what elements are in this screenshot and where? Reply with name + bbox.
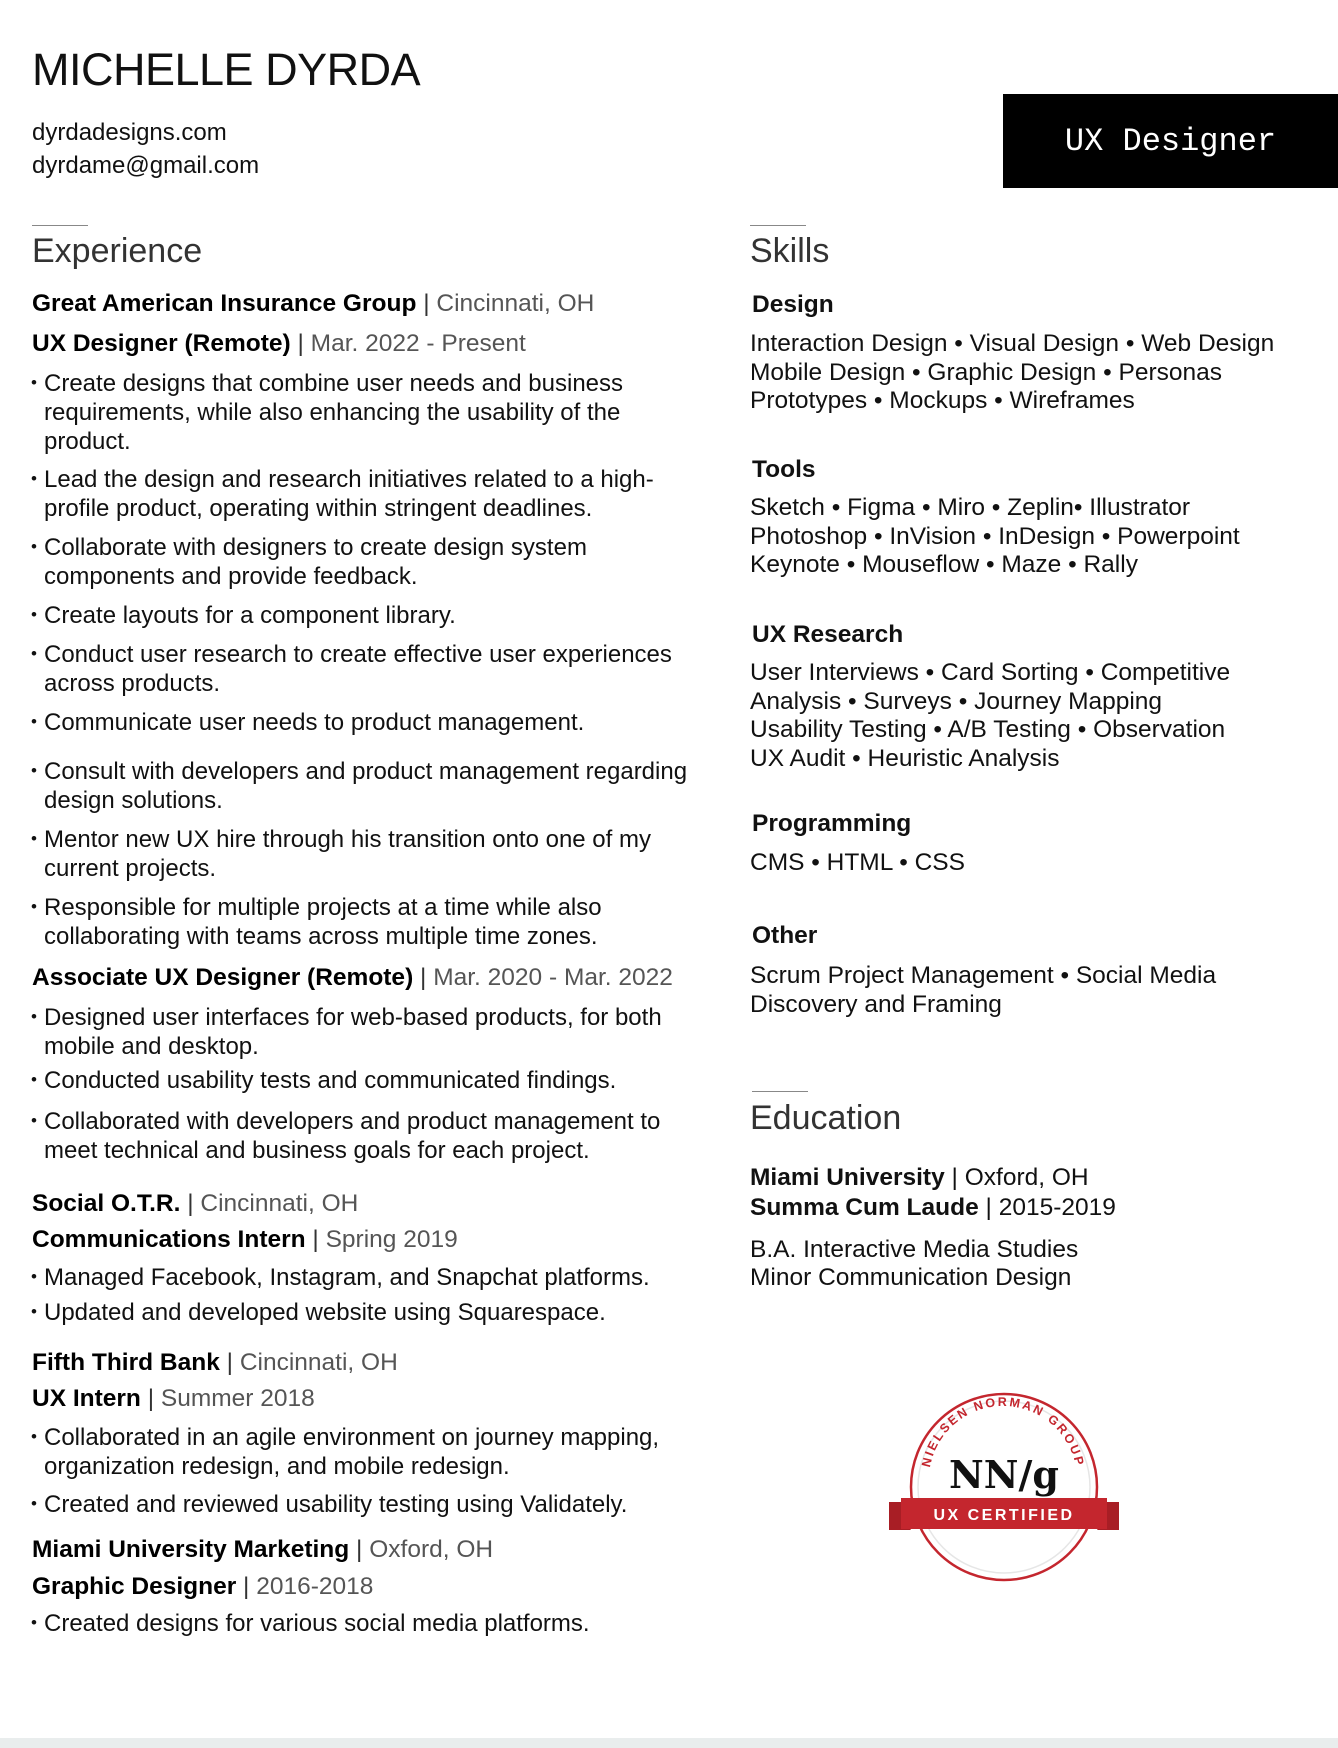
job-title-badge: UX Designer bbox=[1003, 94, 1338, 188]
skill-line: Discovery and Framing bbox=[750, 990, 1002, 1018]
role-dates: Summer 2018 bbox=[160, 1385, 315, 1412]
education-school-line: Miami University | Oxford, OH bbox=[750, 1164, 1089, 1191]
skill-group-heading: Tools bbox=[752, 456, 816, 483]
skill-line: Mobile Design • Graphic Design • Personas bbox=[750, 358, 1222, 386]
employer-line bbox=[32, 1536, 493, 1564]
minor: Minor Communication Design bbox=[750, 1264, 1072, 1291]
skill-group-heading: UX Research bbox=[752, 621, 904, 648]
badge-arc-text: NIELSEN NORMAN GROUP bbox=[919, 1394, 1087, 1469]
skill-line: Keynote • Mouseflow • Maze • Rally bbox=[750, 551, 1138, 578]
experience-list bbox=[32, 0, 712, 1738]
skills-list bbox=[750, 0, 1338, 1100]
skill-line: Scrum Project Management • Social Media bbox=[750, 962, 1217, 989]
employer-name: Great American Insurance Group bbox=[32, 290, 417, 317]
skill-group-list bbox=[750, 849, 1338, 878]
skill-group-list bbox=[750, 962, 1338, 1019]
role-title: UX Intern bbox=[32, 1385, 141, 1412]
ribbon-text: UX CERTIFIED bbox=[933, 1507, 1075, 1524]
candidate-name: MICHELLE DYRDA bbox=[32, 44, 421, 95]
education-heading: Education bbox=[750, 1099, 902, 1137]
skill-line: CMS • HTML • CSS bbox=[750, 849, 965, 876]
employer-name: Social O.T.R. bbox=[32, 1190, 181, 1217]
experience-bullet: • Communicate user needs to product management. bbox=[32, 708, 712, 737]
experience-bullet: • Create layouts for a component library. bbox=[32, 601, 712, 630]
experience-heading: Experience bbox=[32, 232, 203, 270]
school-location: Oxford, OH bbox=[964, 1164, 1089, 1191]
separator: | bbox=[219, 1349, 240, 1376]
employer-location: Cincinnati, OH bbox=[239, 1349, 398, 1376]
employer-name: Fifth Third Bank bbox=[32, 1349, 220, 1376]
education-honor-line: Summa Cum Laude | 2015-2019 bbox=[750, 1194, 1116, 1221]
skill-line: Interaction Design • Visual Design • Web Design bbox=[750, 330, 1275, 357]
employer-location: Oxford, OH bbox=[369, 1536, 494, 1563]
skill-group-heading: Other bbox=[752, 922, 818, 949]
school-name: Miami University bbox=[750, 1164, 945, 1191]
skill-line: Usability Testing • A/B Testing • Observation bbox=[750, 716, 1226, 743]
experience-bullet: • Lead the design and research initiatives related to a high-profile product, operating within stringent deadlines. bbox=[32, 465, 712, 523]
employer-line bbox=[32, 1190, 358, 1218]
experience-bullet: • Responsible for multiple projects at a time while also collaborating with teams across multiple time zones. bbox=[32, 893, 712, 951]
experience-bullet: • Collaborated with developers and product management to meet technical and business goals for each project. bbox=[32, 1107, 712, 1165]
skill-line: Photoshop • InVision • InDesign • Powerpoint bbox=[750, 522, 1240, 550]
honor: Summa Cum Laude bbox=[750, 1194, 979, 1221]
skill-group-list bbox=[750, 494, 1338, 580]
experience-bullet: • Created and reviewed usability testing using Validately. bbox=[32, 1490, 712, 1519]
skills-heading: Skills bbox=[750, 232, 830, 270]
skill-group-heading: Design bbox=[752, 291, 834, 318]
experience-bullet: • Collaborate with designers to create design system components and provide feedback. bbox=[32, 533, 712, 591]
nng-logo-text: NN/g bbox=[949, 1452, 1059, 1497]
role-title: Associate UX Designer (Remote) bbox=[32, 964, 414, 991]
skill-group-list bbox=[750, 330, 1338, 416]
degree: B.A. Interactive Media Studies bbox=[750, 1236, 1079, 1263]
experience-bullet: • Updated and developed website using Squarespace. bbox=[32, 1298, 712, 1327]
experience-bullet: • Managed Facebook, Instagram, and Snapchat platforms. bbox=[32, 1263, 712, 1292]
role-title: UX Designer (Remote) bbox=[32, 330, 291, 357]
role-title: Graphic Designer bbox=[32, 1573, 237, 1600]
role-dates: Spring 2019 bbox=[325, 1226, 458, 1253]
experience-bullet: • Mentor new UX hire through his transition onto one of my current projects. bbox=[32, 825, 712, 883]
role-line bbox=[32, 1226, 458, 1254]
experience-bullet: • Collaborated in an agile environment on journey mapping, organization redesign, and mobile redesign. bbox=[32, 1423, 712, 1481]
separator: | bbox=[349, 1536, 370, 1563]
skill-line: User Interviews • Card Sorting • Competitive bbox=[750, 659, 1231, 686]
role-dates: 2016-2018 bbox=[256, 1573, 374, 1600]
skill-line: Analysis • Surveys • Journey Mapping bbox=[750, 687, 1163, 715]
experience-bullet: • Conducted usability tests and communicated findings. bbox=[32, 1066, 712, 1095]
separator: | bbox=[413, 964, 434, 991]
separator: | bbox=[236, 1573, 257, 1600]
role-dates: Mar. 2022 - Present bbox=[310, 330, 526, 357]
education-years: 2015-2019 bbox=[998, 1194, 1116, 1221]
experience-bullet: • Consult with developers and product management regarding design solutions. bbox=[32, 757, 712, 815]
education-rule bbox=[752, 1091, 808, 1092]
experience-bullet: • Designed user interfaces for web-based products, for both mobile and desktop. bbox=[32, 1003, 712, 1061]
skill-line: Prototypes • Mockups • Wireframes bbox=[750, 387, 1135, 414]
email-link[interactable]: dyrdame@gmail.com bbox=[32, 152, 260, 179]
employer-name: Miami University Marketing bbox=[32, 1536, 350, 1563]
role-title: Communications Intern bbox=[32, 1226, 306, 1253]
skill-group-list bbox=[750, 659, 1338, 773]
role-line bbox=[32, 1573, 373, 1601]
experience-bullet: • Create designs that combine user needs and business requirements, while also enhancing the usability of the product. bbox=[32, 369, 712, 456]
nng-ux-certified-badge bbox=[887, 1384, 1121, 1584]
employer-location: Cincinnati, OH bbox=[436, 290, 595, 317]
separator: | bbox=[180, 1190, 201, 1217]
skill-line: Sketch • Figma • Miro • Zeplin• Illustrator bbox=[750, 494, 1191, 521]
separator: | bbox=[305, 1226, 326, 1253]
employer-line bbox=[32, 290, 594, 318]
website-link[interactable]: dyrdadesigns.com bbox=[32, 119, 227, 146]
experience-bullet: • Conduct user research to create effective user experiences across products. bbox=[32, 640, 712, 698]
experience-bullet: • Created designs for various social media platforms. bbox=[32, 1609, 712, 1638]
separator: | bbox=[140, 1385, 161, 1412]
role-line bbox=[32, 330, 526, 358]
role-line bbox=[32, 1385, 315, 1413]
role-line bbox=[32, 964, 673, 992]
employer-line bbox=[32, 1349, 398, 1377]
role-dates: Mar. 2020 - Mar. 2022 bbox=[433, 964, 673, 991]
employer-location: Cincinnati, OH bbox=[200, 1190, 359, 1217]
separator: | bbox=[290, 330, 311, 357]
separator: | bbox=[416, 290, 437, 317]
skill-group-heading: Programming bbox=[752, 810, 912, 837]
skill-line: UX Audit • Heuristic Analysis bbox=[750, 744, 1060, 772]
